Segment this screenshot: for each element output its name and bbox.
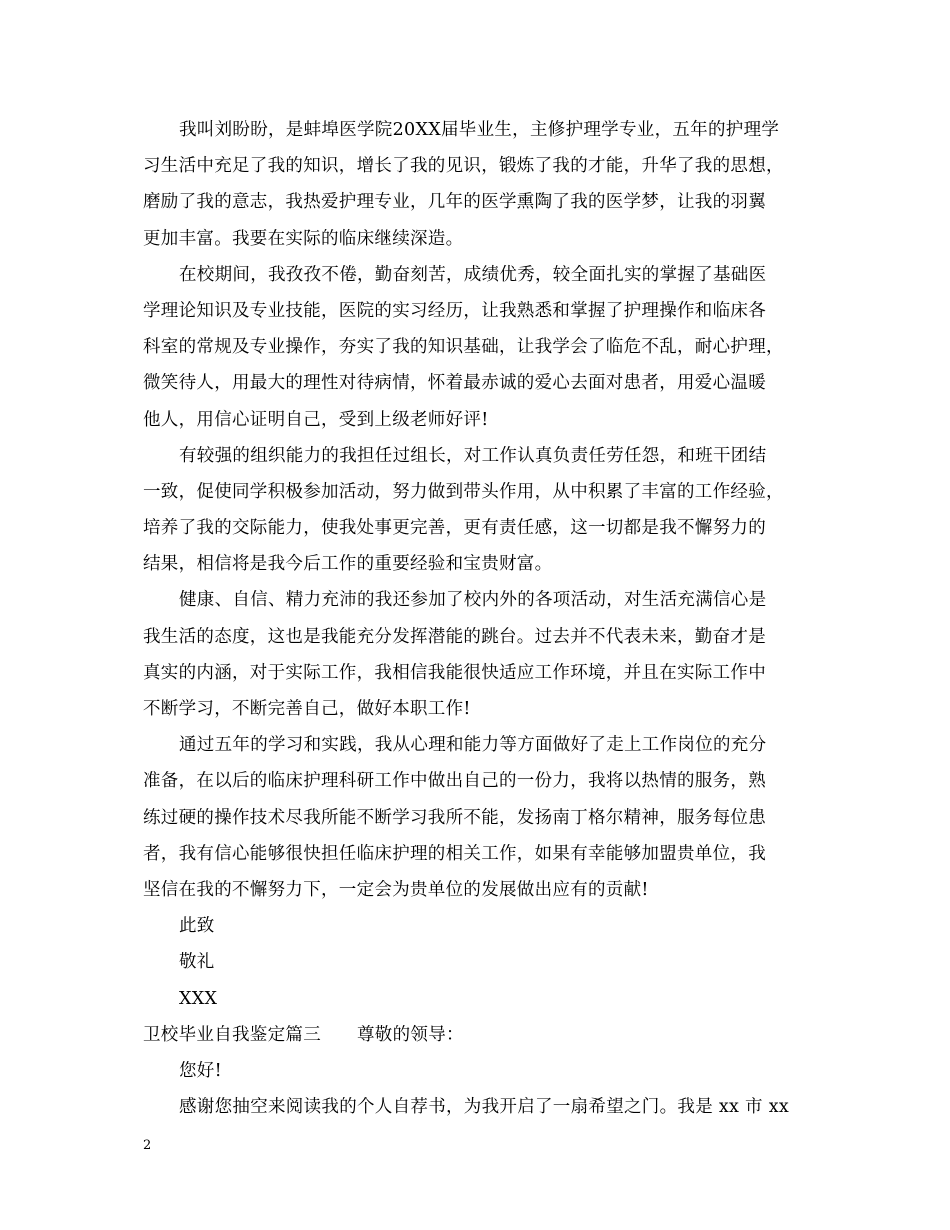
text-line: 者，我有信心能够很快担任临床护理的相关工作，如果有幸能够加盟贵单位，我 bbox=[143, 843, 766, 864]
text-line: 我生活的态度，这也是我能充分发挥潜能的跳台。过去并不代表未来，勤奋才是 bbox=[143, 626, 766, 647]
page-number: 2 bbox=[143, 1138, 152, 1153]
salutation: 尊敬的领导： bbox=[357, 1024, 464, 1045]
text-line: 我叫刘盼盼，是蚌埠医学院20XX届毕业生，主修护理学专业，五年的护理学 bbox=[179, 120, 780, 140]
text-line: 真实的内涵，对于实际工作，我相信我能很快适应工作环境，并且在实际工作中 bbox=[143, 662, 766, 683]
text-line: 不断学习，不断完善自己，做好本职工作! bbox=[143, 699, 471, 719]
text-line: 敬礼 bbox=[179, 952, 215, 973]
text-line: 更加丰富。我要在实际的临床继续深造。 bbox=[143, 228, 464, 249]
text-line: 学理论知识及专业技能，医院的实习经历，让我熟悉和掌握了护理操作和临床各 bbox=[143, 300, 766, 321]
section-heading-row bbox=[143, 1017, 823, 1053]
last-line: 感谢您抽空来阅读我的个人自荐书，为我开启了一扇希望之门。我是 xx 市 xx bbox=[179, 1097, 790, 1118]
text-line: 在校期间，我孜孜不倦，勤奋刻苦，成绩优秀，较全面扎实的掌握了基础医 bbox=[179, 264, 767, 285]
text-line: 科室的常规及专业操作，夯实了我的知识基础，让我学会了临危不乱，耐心护理， bbox=[143, 337, 784, 358]
text-line: 通过五年的学习和实践，我从心理和能力等方面做好了走上工作岗位的充分 bbox=[179, 735, 767, 756]
text-line: 他人，用信心证明自己，受到上级老师好评! bbox=[143, 409, 489, 430]
text-line: 结果，相信将是我今后工作的重要经验和宝贵财富。 bbox=[143, 554, 553, 575]
text-line: 此致 bbox=[179, 916, 215, 937]
text-line: 培养了我的交际能力，使我处事更完善，更有责任感，这一切都是我不懈努力的 bbox=[143, 518, 766, 539]
text-line: 坚信在我的不懈努力下，一定会为贵单位的发展做出应有的贡献! bbox=[143, 879, 649, 900]
text-line: 有较强的组织能力的我担任过组长，对工作认真负责任劳任怨，和班干团结 bbox=[179, 445, 767, 466]
text-line: 练过硬的操作技术尽我所能不断学习我所不能，发扬南丁格尔精神，服务每位患 bbox=[143, 807, 766, 828]
section-title: 卫校毕业自我鉴定篇三 bbox=[143, 1024, 321, 1045]
paragraph-lines bbox=[143, 112, 823, 1017]
text-line: XXX bbox=[179, 988, 218, 1009]
greeting: 您好! bbox=[179, 1060, 222, 1081]
text-line: 习生活中充足了我的知识，增长了我的见识，锻炼了我的才能，升华了我的思想， bbox=[143, 156, 784, 177]
text-line: 一致，促使同学积极参加活动，努力做到带头作用，从中积累了丰富的工作经验， bbox=[143, 481, 784, 502]
text-line: 健康、自信、精力充沛的我还参加了校内外的各项活动，对生活充满信心是 bbox=[179, 590, 767, 611]
document-body bbox=[143, 112, 823, 1125]
text-line: 磨励了我的意志，我热爱护理专业，几年的医学熏陶了我的医学梦，让我的羽翼 bbox=[143, 192, 766, 213]
text-line: 微笑待人，用最大的理性对待病情，怀着最赤诚的爱心去面对患者，用爱心温暖 bbox=[143, 373, 766, 394]
text-line: 准备，在以后的临床护理科研工作中做出自己的一份力，我将以热情的服务，熟 bbox=[143, 771, 766, 792]
